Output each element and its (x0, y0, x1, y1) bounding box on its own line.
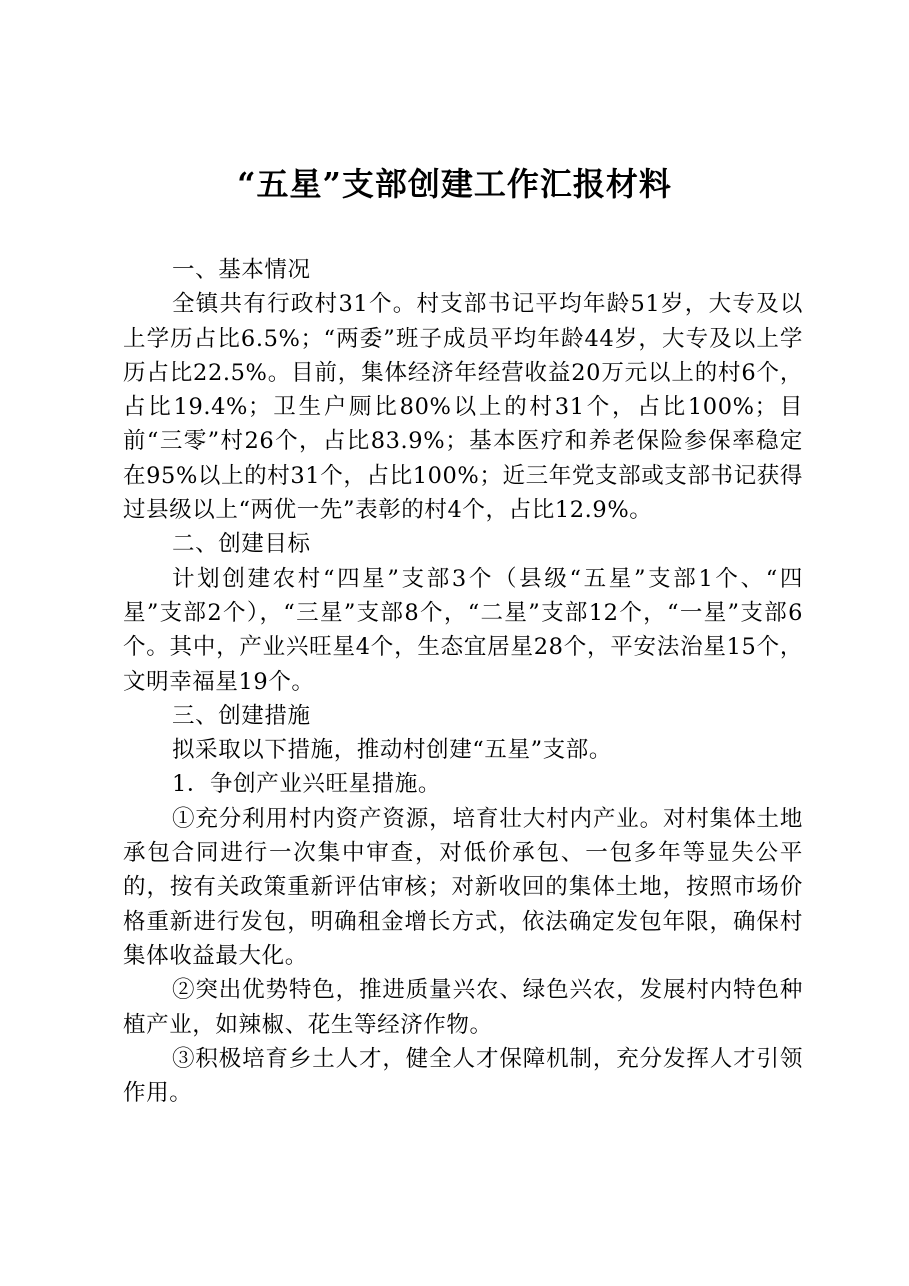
document-title: “五星”支部创建工作汇报材料 (237, 165, 672, 203)
paragraph-goals: 计划创建农村“四星”支部3个（县级“五星”支部1个、“四星”支部2个），“三星”支部8个，“二星”支部12个，“一星”支部6个。其中，产业兴旺星4个，生态宜居星28个，平安法治星15个，文明幸福星19个。 (123, 565, 803, 695)
document-body (123, 253, 803, 1110)
list-item-measure-1: ①充分利用村内资产资源，培育壮大村内产业。对村集体土地承包合同进行一次集中审查，对低价承包、一包多年等显失公平的，按有关政策重新评估审核；对新收回的集体土地，按照市场价格重新进行发包，明确租金增长方式，依法确定发包年限，确保村集体收益最大化。 (123, 805, 803, 969)
paragraph-measures-intro: 拟采取以下措施，推动村创建“五星”支部。 (172, 737, 613, 764)
list-item-measure-3: ③积极培育乡土人才，健全人才保障机制，充分发挥人才引领作用。 (123, 1045, 803, 1107)
section-heading-basic-situation: 一、基本情况 (172, 257, 311, 283)
section-heading-measures: 三、创建措施 (172, 702, 311, 729)
section-heading-goals: 二、创建目标 (172, 531, 311, 558)
list-item-measure-2: ②突出优势特色，推进质量兴农、绿色兴农，发展村内特色种植产业，如辣椒、花生等经济作物。 (123, 977, 803, 1038)
paragraph-basic-situation: 全镇共有行政村31个。村支部书记平均年龄51岁，大专及以上学历占比6.5%；“两委”班子成员平均年龄44岁，大专及以上学历占比22.5%。目前，集体经济年经营收益20万元以上的村6个，占比19.4%；卫生户厕比80%以上的村31个，占比100%；目前“三零”村26个，占比83.9%；基本医疗和养老保险参保率稳定在95%以上的村31个，占比100%；近三年党支部或支部书记获得过县级以上“两优一先”表彰的村4个，占比12.9%。 (123, 291, 803, 524)
subsection-heading-industry: 1．争创产业兴旺星措施。 (172, 771, 442, 798)
